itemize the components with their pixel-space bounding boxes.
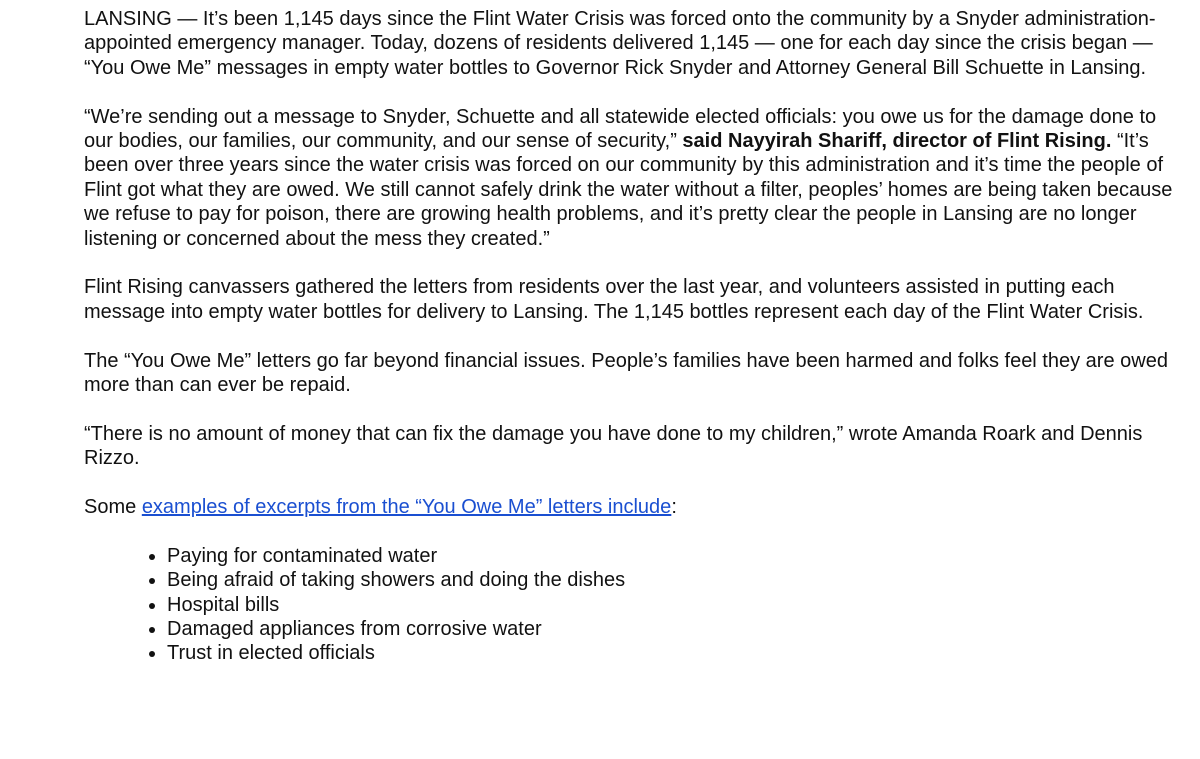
paragraph-quote-shariff [84, 105, 1184, 251]
list-item: • Damaged appliances from corrosive water [167, 617, 1184, 641]
quote-continued: “It’s been over three years since the water crisis was forced on our community by this administration and it’s time the people of Flint got what they are owed. We still cannot safely drink the water without a filter, peoples’ homes are being taken because we refuse to pay for poison, there are growing health problems, and it’s pretty clear the people in Lansing are no longer listening or concerned about the mess they created.” [84, 130, 1173, 250]
examples-colon: : [671, 496, 677, 519]
list-item: • Being afraid of taking showers and doing the dishes [167, 568, 1184, 592]
speaker-attribution: said Nayyirah Shariff, director of Flint Rising. [682, 130, 1112, 153]
list-item: • Hospital bills [167, 593, 1184, 617]
paragraph-examples [84, 495, 1184, 519]
paragraph-quote-roark: “There is no amount of money that can fix the damage you have done to my children,” wrote Amanda Roark and Dennis Rizzo. [84, 422, 1143, 470]
excerpt-list [84, 544, 1184, 666]
quote-text: “We’re sending out a message to Snyder, Schuette and all statewide elected officials: you owe us for the damage done to our bodies, our families, our community, and our sense of security,” [84, 105, 1157, 153]
paragraph-intro: LANSING — It’s been 1,145 days since the Flint Water Crisis was forced onto the community by a Snyder administration-appointed emergency manager. Today, dozens of residents delivered 1,145 — one for each day since the crisis began — “You Owe Me” messages in empty water bottles to Governor Rick Snyder and Attorney General Bill Schuette in Lansing. [84, 8, 1156, 79]
examples-lead: Some [84, 496, 137, 519]
list-item: • Trust in elected officials [167, 641, 1184, 665]
paragraph-letters: The “You Owe Me” letters go far beyond financial issues. People’s families have been harmed and folks feel they are owed more than can ever be repaid. [84, 349, 1168, 397]
list-item: • Paying for contaminated water [167, 544, 1184, 568]
examples-link[interactable]: examples of excerpts from the “You Owe Me” letters include [141, 496, 672, 519]
paragraph-canvassers: Flint Rising canvassers gathered the letters from residents over the last year, and volunteers assisted in putting each message into empty water bottles for delivery to Lansing. The 1,145 bottles represent each day of the Flint Water Crisis. [84, 276, 1144, 323]
press-release-body [84, 7, 1184, 666]
